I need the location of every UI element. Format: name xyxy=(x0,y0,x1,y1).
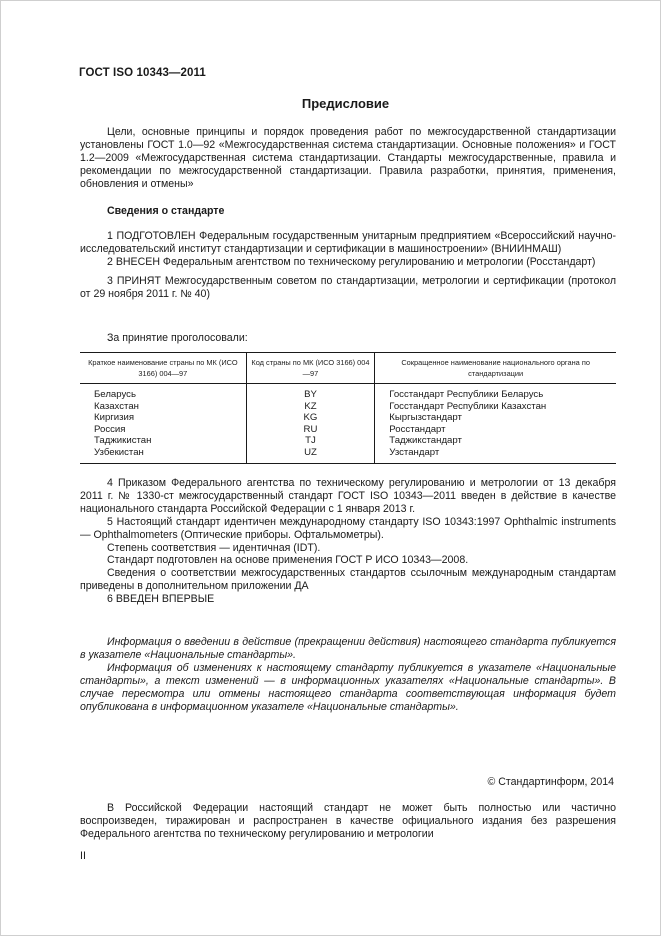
item-4: 4 Приказом Федерального агентства по техническому регулированию и метрологии от 13 декабря 2011 г. № 1330-ст межгосударственный стандарт ГОСТ ISO 10343—2011 введен в действие в качестве национального стандарта Российской Федерации с 1 января 2013 г. xyxy=(80,477,616,515)
body-cell: Госстандарт Республики Беларусь xyxy=(375,384,616,401)
page-title: Предисловие xyxy=(301,96,390,111)
table-row xyxy=(80,435,616,447)
code-cell: BY xyxy=(246,384,375,401)
legal-notice-section xyxy=(80,802,616,841)
table-row xyxy=(80,401,616,413)
col-header-body: Сокращенное наименование национального органа по стандартизации xyxy=(375,353,616,384)
about-heading: Сведения о стандарте xyxy=(107,205,225,217)
country-cell: Казахстан xyxy=(94,400,139,412)
code-cell: KZ xyxy=(246,401,375,413)
intro-paragraph: Цели, основные принципы и порядок проведения работ по межгосударственной стандартизации установлены ГОСТ 1.0—92 «Межгосударственная система стандартизации. Основные положения» и ГОСТ 1.2—2009 «Межгосударственная система стандартизации. Стандарты межгосударственные, правила и рекомендации по межгосударственной стандартизации. Правила разработки, принятия, применения, обновления и отмены» xyxy=(80,126,616,190)
info-note-1: Информация о введении в действие (прекращении действия) настоящего стандарта публикуется в указателе «Национальные стандарты». xyxy=(80,636,616,661)
body-cell: Узстандарт xyxy=(375,447,616,464)
prepared-basis: Стандарт подготовлен на основе применения ГОСТ Р ИСО 10343—2008. xyxy=(107,554,469,567)
implementation-section xyxy=(80,477,616,606)
country-cell: Россия xyxy=(94,423,126,435)
document-code: ГОСТ ISO 10343—2011 xyxy=(79,67,206,79)
code-cell: UZ xyxy=(246,447,375,464)
table-row xyxy=(80,412,616,424)
references-note: Сведения о соответствии межгосударственных стандартов ссылочным международным стандартам приведены в дополнительном приложении ДА xyxy=(80,567,616,593)
country-cell: Беларусь xyxy=(94,389,136,400)
about-item-1: 1 ПОДГОТОВЛЕН Федеральным государственным унитарным предприятием «Всероссийский научно-исследовательский институт стандартизации и сертификации в машиностроении» (ВНИИНМАШ) xyxy=(80,230,616,255)
country-cell: Таджикистан xyxy=(94,435,152,446)
about-section xyxy=(80,230,616,301)
voting-table xyxy=(80,352,616,464)
table-row xyxy=(80,384,616,401)
voted-label: За принятие проголосовали: xyxy=(107,332,248,344)
info-notes xyxy=(80,636,616,713)
code-cell: RU xyxy=(246,424,375,436)
country-cell: Узбекистан xyxy=(80,447,246,464)
country-cell: Киргизия xyxy=(94,412,135,423)
legal-notice: В Российской Федерации настоящий стандарт не может быть полностью или частично воспроизведен, тиражирован и распространен в качестве официального издания без разрешения Федерального агентства по техническому регулированию и метрологии xyxy=(80,802,616,840)
item-5: 5 Настоящий стандарт идентичен международному стандарту ISO 10343:1997 Ophthalmic instruments — Ophthalmometers (Оптические приборы. Офтальмометры). xyxy=(80,515,616,541)
body-cell: Госстандарт Республики Казахстан xyxy=(375,401,616,413)
copyright: © Стандартинформ, 2014 xyxy=(487,776,614,788)
code-cell: KG xyxy=(246,412,375,424)
page-number: II xyxy=(80,850,86,862)
item-6: 6 ВВЕДЕН ВПЕРВЫЕ xyxy=(107,593,215,606)
col-header-country: Краткое наименование страны по МК (ИСО 3166) 004—97 xyxy=(80,353,246,384)
intro-section xyxy=(80,126,616,191)
info-note-2: Информация об изменениях к настоящему стандарту публикуется в указателе «Национальные стандарты», а текст изменений — в информационных указателях «Национальные стандарты». В случае пересмотра или отмены настоящего стандарта соответствующая информация будет опубликована в информационном указателе «Национальные стандарты». xyxy=(80,661,616,713)
col-header-code: Код страны по МК (ИСО 3166) 004—97 xyxy=(246,353,375,384)
conformity-degree: Степень соответствия — идентичная (IDT). xyxy=(107,541,321,554)
body-cell: Таджикстандарт xyxy=(375,435,616,447)
about-item-2: 2 ВНЕСЕН Федеральным агентством по техническому регулированию и метрологии (Росстандарт) xyxy=(107,255,596,268)
body-cell: Росстандарт xyxy=(375,424,616,436)
body-cell: Кыргызстандарт xyxy=(375,412,616,424)
table-row xyxy=(80,424,616,436)
about-item-3: 3 ПРИНЯТ Межгосударственным советом по стандартизации, метрологии и сертификации (протокол от 29 ноября 2011 г. № 40) xyxy=(80,274,616,300)
code-cell: TJ xyxy=(246,435,375,447)
table-row xyxy=(80,447,616,464)
